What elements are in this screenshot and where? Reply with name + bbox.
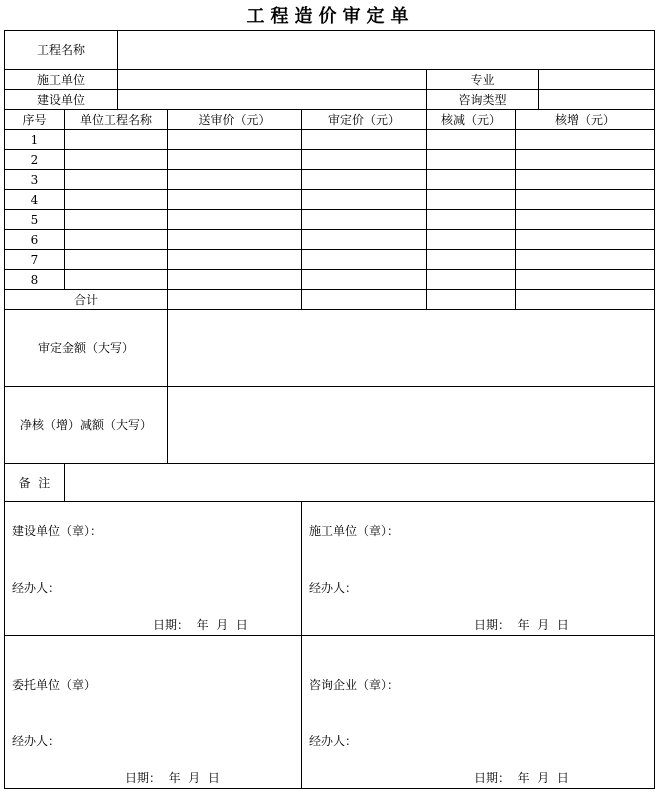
cell[interactable] — [65, 170, 168, 190]
construction-date-label: 日期： 年 月 日 — [474, 618, 569, 632]
col-reduction: 核减（元） — [427, 110, 516, 130]
consult-type-label: 咨询类型 — [427, 90, 539, 110]
cell[interactable] — [168, 150, 302, 170]
cell[interactable] — [168, 230, 302, 250]
construction-unit-signature[interactable] — [302, 502, 655, 636]
table-row — [5, 270, 655, 290]
cell[interactable] — [516, 270, 655, 290]
cell[interactable] — [427, 250, 516, 270]
cell[interactable] — [516, 130, 655, 150]
total-label: 合计 — [5, 290, 168, 310]
cell[interactable] — [427, 190, 516, 210]
row-number: 5 — [5, 210, 65, 230]
cell[interactable] — [427, 210, 516, 230]
document-title: 工程造价审定单 — [246, 6, 415, 27]
cell[interactable] — [427, 130, 516, 150]
col-seq: 序号 — [5, 110, 65, 130]
cell[interactable] — [65, 130, 168, 150]
cell[interactable] — [302, 170, 427, 190]
consult-handler-label: 经办人： — [309, 734, 358, 748]
col-approved-price: 审定价（元） — [302, 110, 427, 130]
consult-type-field[interactable] — [539, 90, 655, 110]
construction-unit-field[interactable] — [118, 70, 427, 90]
total-submitted[interactable] — [168, 290, 302, 310]
row-number: 4 — [5, 190, 65, 210]
consult-date-label: 日期： 年 月 日 — [474, 771, 569, 785]
building-unit-field[interactable] — [118, 90, 427, 110]
row-number: 2 — [5, 150, 65, 170]
cell[interactable] — [427, 270, 516, 290]
building-unit-stamp-label: 建设单位（章）： — [12, 524, 103, 538]
cell[interactable] — [302, 190, 427, 210]
cell[interactable] — [516, 210, 655, 230]
table-header — [5, 110, 655, 130]
cell[interactable] — [65, 150, 168, 170]
entrust-unit-signature[interactable] — [5, 636, 302, 789]
cell[interactable] — [302, 270, 427, 290]
cell[interactable] — [65, 190, 168, 210]
table-row — [5, 190, 655, 210]
cell[interactable] — [168, 250, 302, 270]
cell[interactable] — [516, 230, 655, 250]
col-unit-name: 单位工程名称 — [65, 110, 168, 130]
cell[interactable] — [516, 150, 655, 170]
consult-unit-signature[interactable] — [302, 636, 655, 789]
cell[interactable] — [427, 150, 516, 170]
row-number: 6 — [5, 230, 65, 250]
cell[interactable] — [427, 170, 516, 190]
cell[interactable] — [168, 190, 302, 210]
table-row — [5, 210, 655, 230]
cell[interactable] — [65, 270, 168, 290]
cell[interactable] — [427, 230, 516, 250]
cell[interactable] — [516, 250, 655, 270]
cell[interactable] — [302, 230, 427, 250]
table-row — [5, 130, 655, 150]
row-number: 3 — [5, 170, 65, 190]
building-handler-label: 经办人： — [12, 581, 61, 595]
net-change-field[interactable] — [168, 387, 655, 464]
project-name-label: 工程名称 — [5, 31, 118, 70]
approved-amount-label: 审定金额（大写） — [5, 310, 168, 387]
remarks-field[interactable] — [65, 464, 655, 502]
price-approval-form — [4, 30, 655, 789]
cell[interactable] — [168, 210, 302, 230]
approved-amount-field[interactable] — [168, 310, 655, 387]
cell[interactable] — [516, 170, 655, 190]
total-increase[interactable] — [516, 290, 655, 310]
construction-unit-label: 施工单位 — [5, 70, 118, 90]
cell[interactable] — [516, 190, 655, 210]
construction-handler-label: 经办人： — [309, 581, 358, 595]
table-row — [5, 230, 655, 250]
cell[interactable] — [168, 170, 302, 190]
total-approved[interactable] — [302, 290, 427, 310]
col-increase: 核增（元） — [516, 110, 655, 130]
specialty-label: 专业 — [427, 70, 539, 90]
cell[interactable] — [65, 210, 168, 230]
net-change-label: 净核（增）减额（大写） — [5, 387, 168, 464]
consult-unit-stamp-label: 咨询企业（章）： — [309, 678, 400, 692]
total-row — [5, 290, 655, 310]
table-row — [5, 170, 655, 190]
col-submitted-price: 送审价（元） — [168, 110, 302, 130]
entrust-handler-label: 经办人： — [12, 734, 61, 748]
building-unit-label: 建设单位 — [5, 90, 118, 110]
table-row — [5, 250, 655, 270]
cell[interactable] — [65, 250, 168, 270]
cell[interactable] — [168, 130, 302, 150]
table-row — [5, 150, 655, 170]
row-number: 1 — [5, 130, 65, 150]
building-unit-signature[interactable] — [5, 502, 302, 636]
cell[interactable] — [302, 250, 427, 270]
row-number: 7 — [5, 250, 65, 270]
building-date-label: 日期： 年 月 日 — [153, 618, 248, 632]
cell[interactable] — [65, 230, 168, 250]
entrust-date-label: 日期： 年 月 日 — [125, 771, 220, 785]
row-number: 8 — [5, 270, 65, 290]
specialty-field[interactable] — [539, 70, 655, 90]
remarks-label: 备 注 — [5, 464, 65, 502]
cell[interactable] — [302, 130, 427, 150]
entrust-unit-stamp-label: 委托单位（章） — [12, 678, 97, 692]
cell[interactable] — [302, 150, 427, 170]
construction-unit-stamp-label: 施工单位（章）： — [309, 524, 400, 538]
total-reduction[interactable] — [427, 290, 516, 310]
cell[interactable] — [168, 270, 302, 290]
project-name-field[interactable] — [118, 31, 655, 70]
cell[interactable] — [302, 210, 427, 230]
